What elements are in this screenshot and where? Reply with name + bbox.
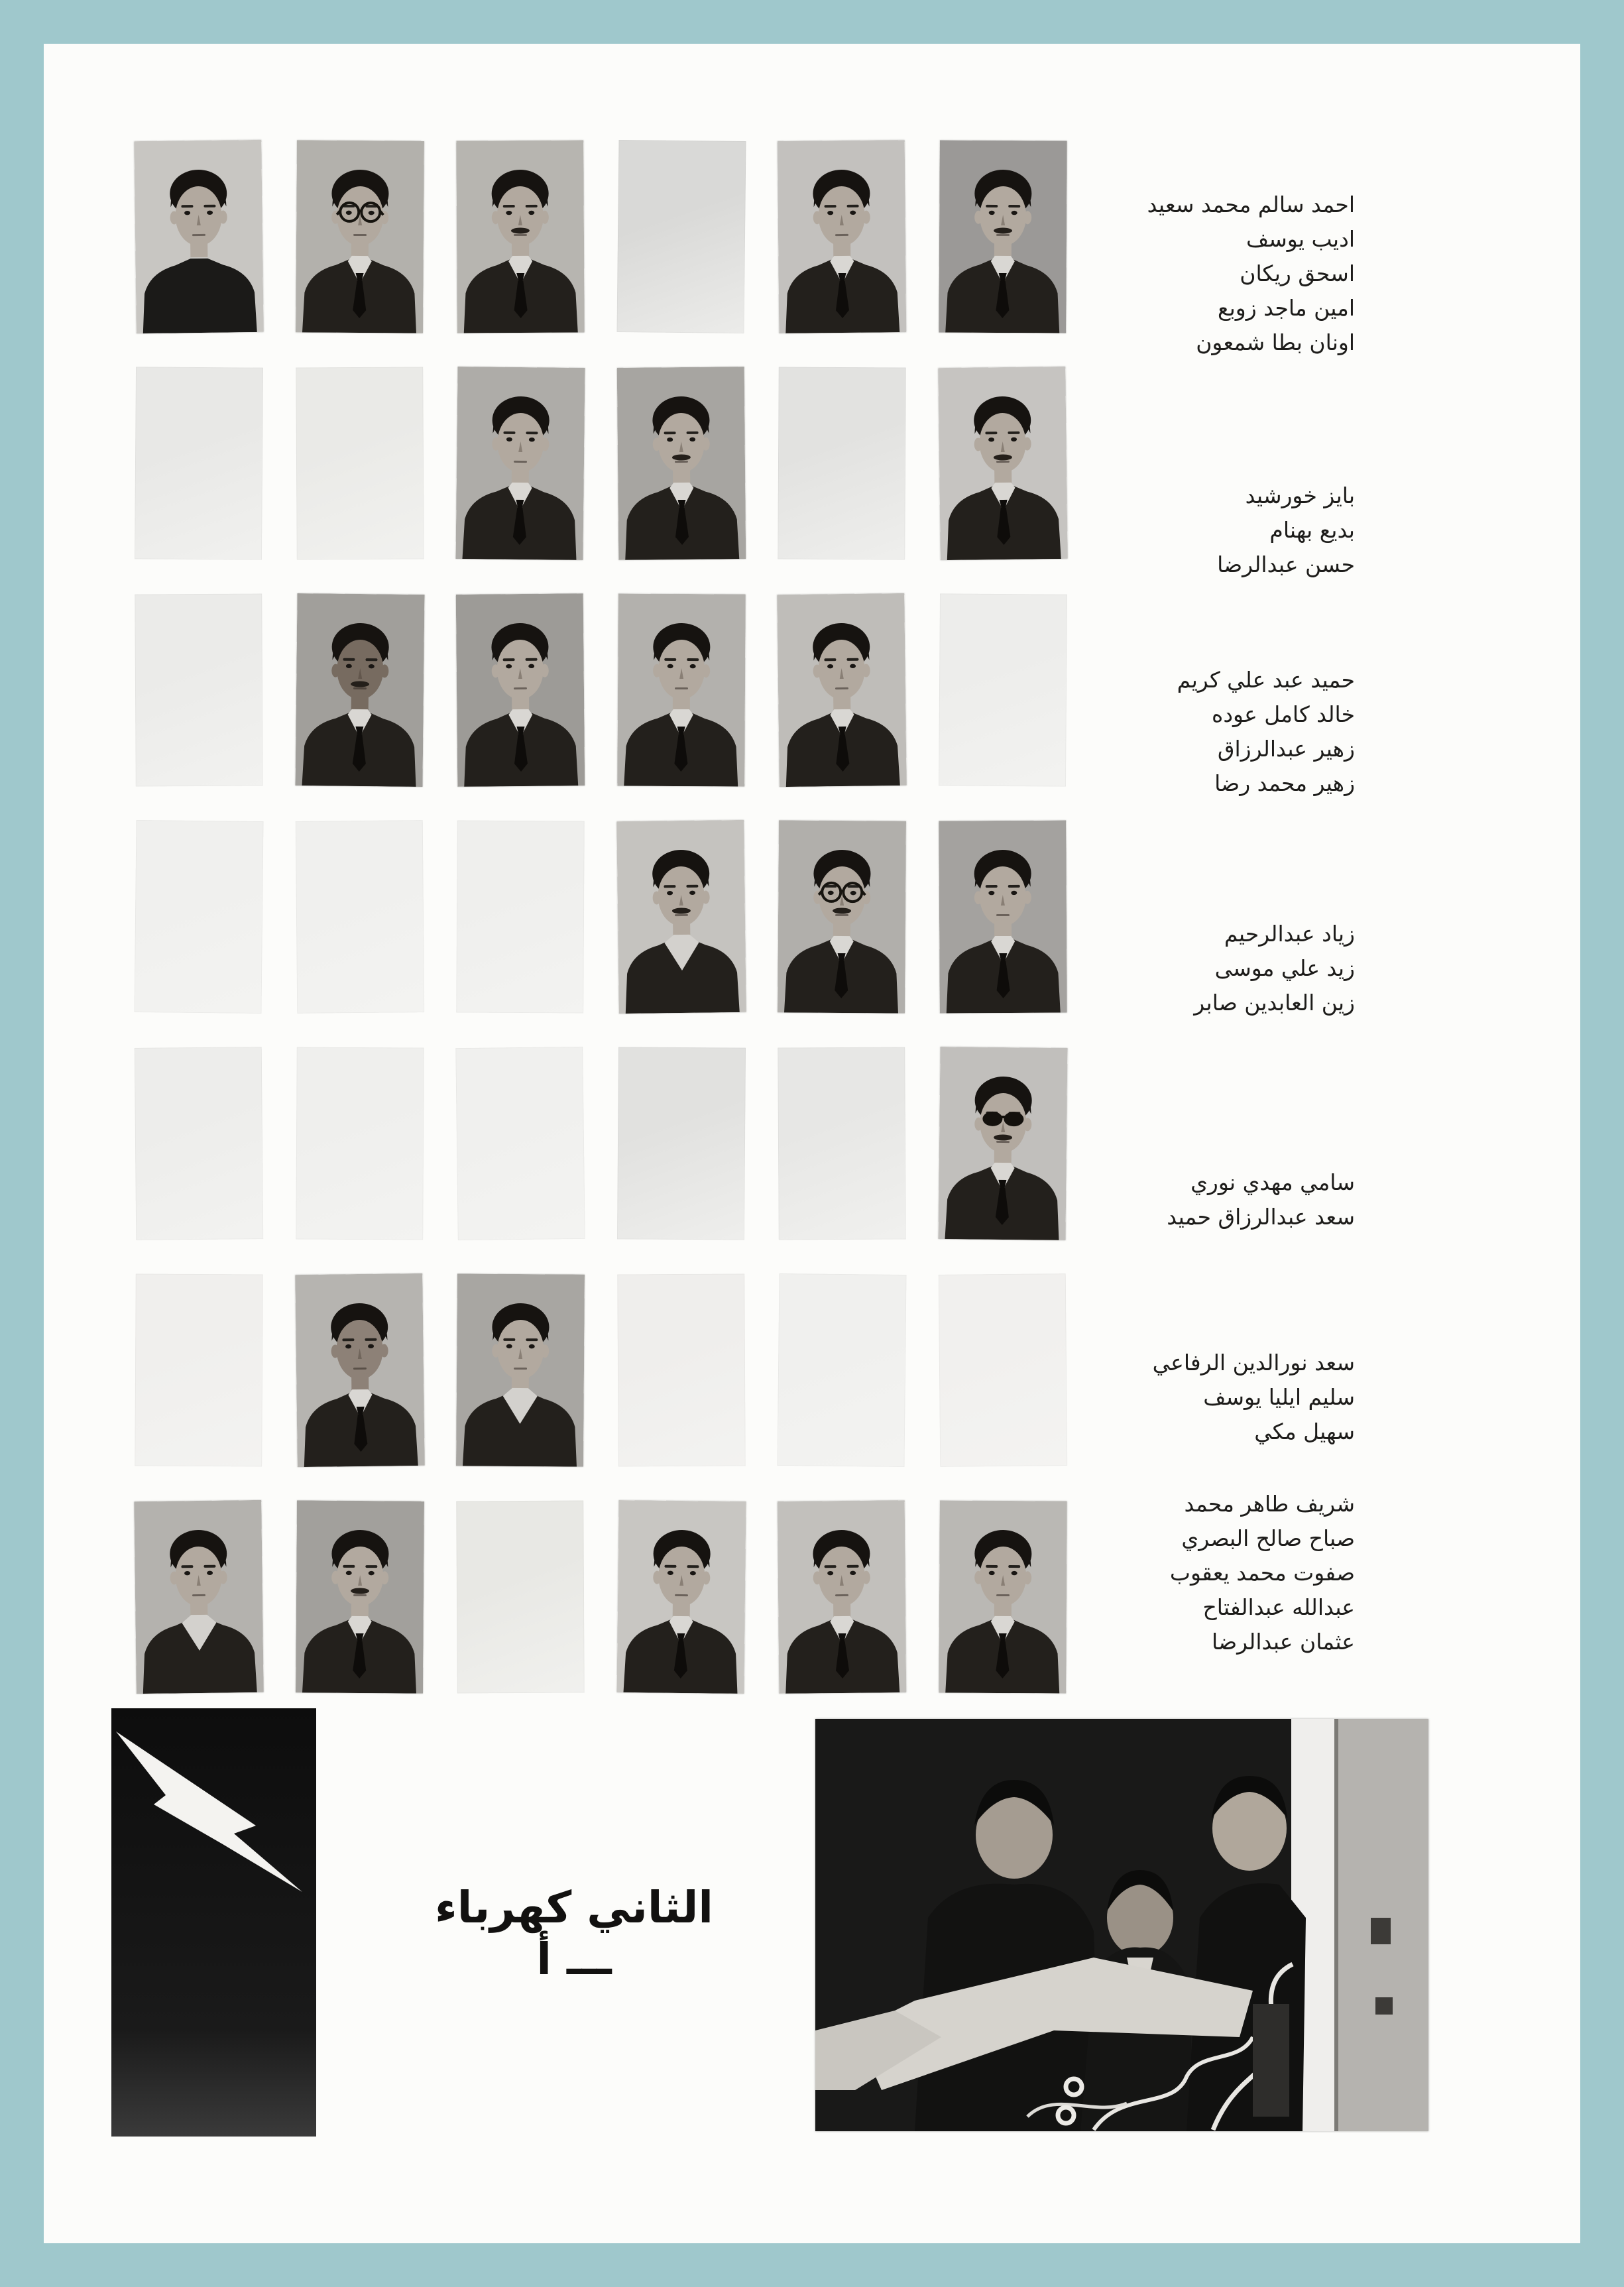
portrait-photo-image: [456, 593, 585, 787]
empty-photo-slot: [296, 1047, 424, 1240]
student-name: اونان بطا شمعون: [1196, 329, 1355, 355]
empty-photo-slot: [456, 1500, 585, 1693]
empty-photo-slot: [616, 140, 746, 333]
portrait-photo: [778, 1500, 907, 1694]
portrait-photo-image: [778, 1500, 907, 1694]
empty-photo-slot: [617, 1273, 746, 1466]
portrait-photo-image: [617, 593, 746, 786]
portrait-photo: [295, 1273, 425, 1467]
student-name: زيد علي موسى: [1214, 955, 1355, 981]
empty-photo-slot: [778, 367, 906, 559]
empty-photo-slot: [778, 1047, 906, 1240]
student-name: سامي مهدي نوري: [1190, 1169, 1355, 1195]
portrait-photo-image: [777, 593, 907, 787]
name-group-6: [931, 1346, 1355, 1449]
portrait-photo-image: [616, 1500, 746, 1694]
name-group-3: [931, 663, 1355, 801]
lightning-panel: [111, 1708, 316, 2137]
empty-photo-slot: [617, 1047, 746, 1240]
portrait-photo-image: [616, 820, 746, 1014]
student-name: اديب يوسف: [1246, 226, 1355, 252]
student-name: عثمان عبدالرضا: [1212, 1629, 1355, 1655]
portrait-photo: [777, 593, 907, 787]
student-name: سعد عبدالرزاق حميد: [1167, 1204, 1355, 1230]
name-group-7: [931, 1487, 1355, 1659]
student-name: حميد عبد علي كريم: [1177, 667, 1355, 693]
portrait-photo: [617, 367, 746, 560]
student-name: زين العابدين صابر: [1194, 990, 1355, 1016]
student-name: صفوت محمد يعقوب: [1169, 1560, 1355, 1586]
student-name: حسن عبدالرضا: [1217, 552, 1355, 577]
portrait-photo: [296, 140, 424, 333]
empty-photo-slot: [134, 820, 263, 1014]
portrait-photo: [617, 593, 746, 786]
portrait-photo: [616, 820, 746, 1014]
class-caption: الثاني كهرباء ـــ أ: [435, 1881, 713, 1985]
portrait-photo: [778, 140, 907, 333]
empty-photo-slot: [456, 820, 585, 1013]
portrait-photo-image: [617, 367, 746, 560]
lightning-bolt-icon: [111, 1708, 316, 2137]
student-name: احمد سالم محمد سعيد: [1147, 192, 1355, 217]
empty-photo-slot: [296, 367, 424, 559]
portrait-photo-image: [134, 140, 264, 333]
portrait-photo-image: [456, 1273, 585, 1466]
portrait-photo: [455, 367, 585, 560]
portrait-photo-image: [778, 140, 907, 333]
empty-photo-slot: [135, 367, 263, 559]
student-name: زياد عبدالرحيم: [1224, 921, 1355, 947]
portrait-photo: [456, 593, 585, 787]
portrait-photo: [295, 593, 424, 787]
portrait-photo: [134, 1500, 264, 1694]
portrait-photo: [778, 820, 906, 1013]
portrait-photo: [616, 1500, 746, 1694]
name-group-5: [931, 1165, 1355, 1234]
portrait-photo: [456, 1273, 585, 1466]
student-name: خالد كامل عوده: [1212, 701, 1355, 727]
portrait-photo-image: [778, 820, 906, 1013]
student-name: عبدالله عبدالفتاح: [1202, 1594, 1355, 1620]
empty-photo-slot: [455, 1047, 585, 1240]
student-name: بديع بهنام: [1269, 517, 1355, 543]
name-group-4: [931, 917, 1355, 1020]
empty-photo-slot: [135, 1273, 263, 1466]
name-group-1: [931, 188, 1355, 360]
name-group-2: [931, 479, 1355, 582]
student-name: سليم ايليا يوسف: [1203, 1384, 1355, 1410]
student-name: اسحق ريكان: [1240, 261, 1355, 286]
portrait-photo-image: [295, 1273, 425, 1467]
student-name: زهير عبدالرزاق: [1217, 736, 1355, 762]
portrait-photo-image: [296, 1500, 424, 1693]
portrait-photo-image: [455, 367, 585, 560]
student-name: بايز خورشيد: [1245, 483, 1355, 508]
student-name: صباح صالح البصري: [1181, 1525, 1355, 1551]
portrait-photo: [296, 1500, 424, 1693]
student-name: سعد نورالدين الرفاعي: [1152, 1350, 1355, 1376]
group-photo-image: [815, 1719, 1428, 2131]
portrait-photo-image: [456, 140, 585, 333]
page-paper: [44, 44, 1580, 2243]
portrait-photo-image: [296, 140, 424, 333]
student-name: شريف طاهر محمد: [1184, 1491, 1355, 1517]
portrait-photo: [456, 140, 585, 333]
portrait-photo-image: [134, 1500, 264, 1694]
empty-photo-slot: [777, 1273, 906, 1467]
portrait-photo-image: [295, 593, 424, 787]
student-name: زهير محمد رضا: [1214, 770, 1355, 796]
student-name: امين ماجد زوبع: [1218, 295, 1355, 321]
student-name: سهيل مكي: [1254, 1419, 1355, 1444]
empty-photo-slot: [135, 593, 263, 786]
empty-photo-slot: [135, 1047, 264, 1240]
portrait-photo: [134, 140, 264, 333]
group-photo: [815, 1719, 1428, 2131]
empty-photo-slot: [296, 820, 425, 1014]
